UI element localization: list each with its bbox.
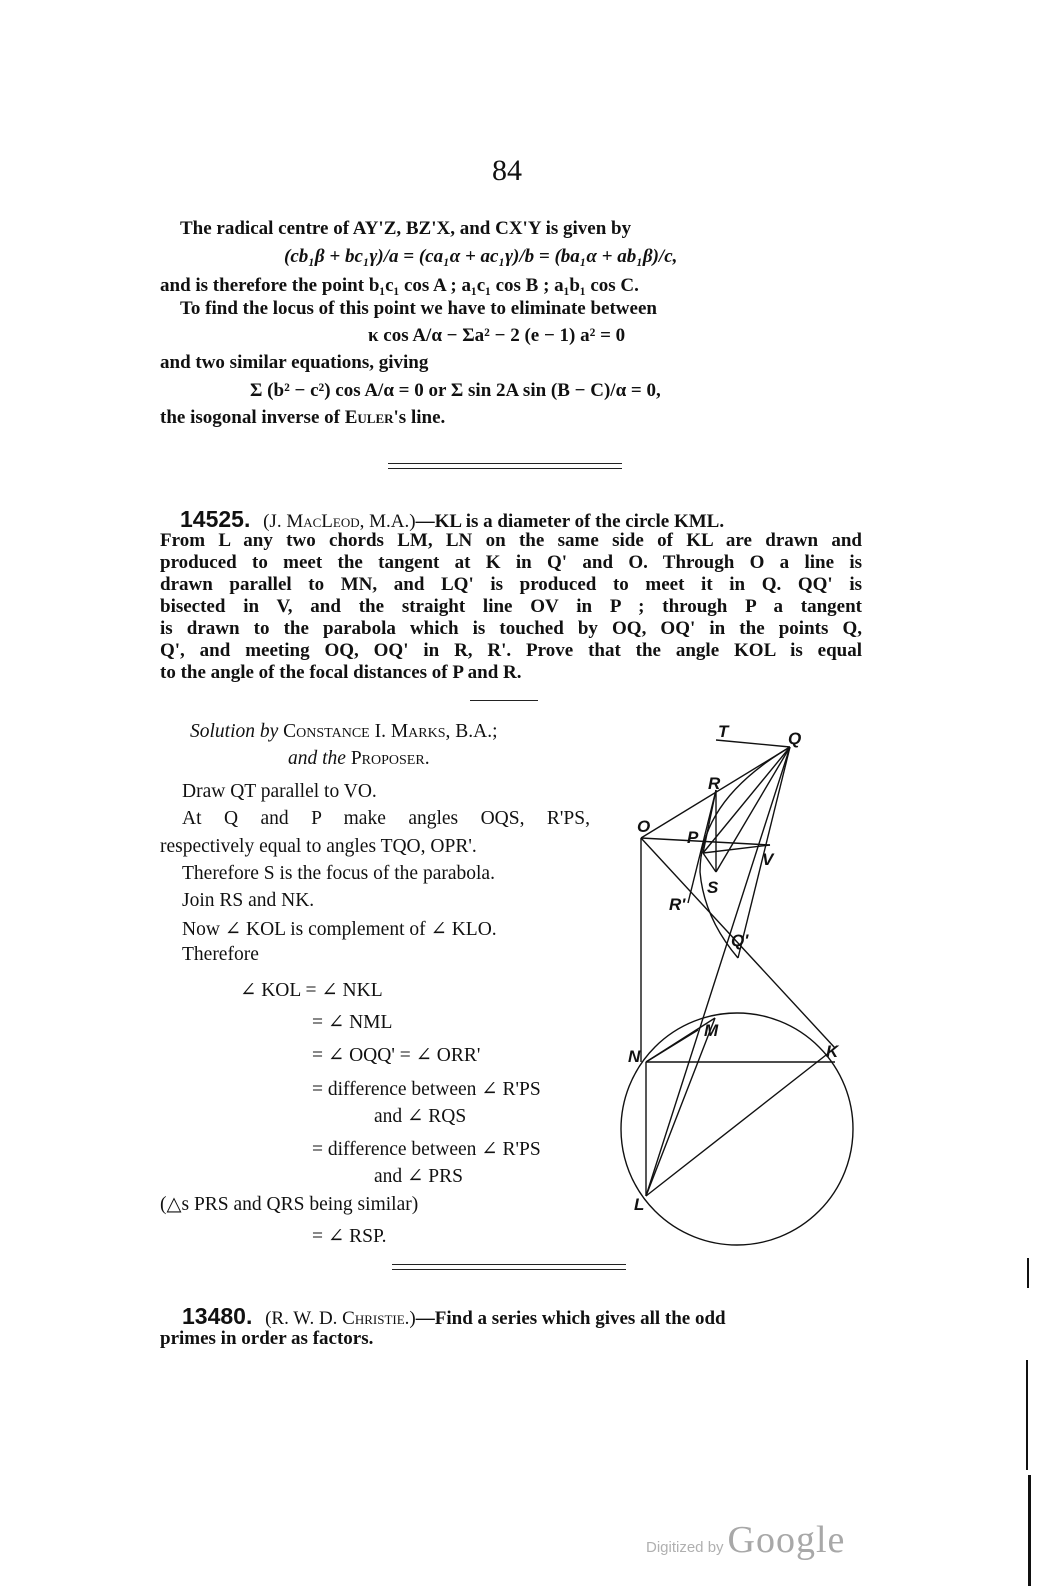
solution-step: Therefore S is the focus of the parabola. [182,863,495,884]
scan-edge-mark [1027,1258,1029,1288]
scan-edge-mark [1026,1360,1028,1470]
label-R: R [708,774,721,793]
problem-number: 13480. [182,1303,253,1329]
intro-line-1: The radical centre of AY'Z, BZ'X, and CX'Y is given by [180,218,632,239]
derivation-line: = difference between ∠ R'PS [312,1079,541,1100]
problem-text-line: drawn parallel to MN, and LQ' is produced to meet it in Q. QQ' is [160,574,862,595]
digitized-by-text: Digitized by [646,1539,724,1556]
problem-text-line: produced to meet the tangent at K in Q' and O. Through O a line is [160,552,862,573]
label-V: V [762,850,774,869]
label-Q-prime: Q' [731,931,749,950]
solution-step: respectively equal to angles TQO, OPR'. [160,836,477,857]
line-QL [646,747,790,1196]
label-R-prime: R' [669,895,686,914]
problem-text-line: bisected in V, and the straight line OV in P ; through P a tangent [160,596,862,617]
label-T: T [718,722,729,741]
page-number: 84 [492,154,522,187]
label-Q: Q [788,729,802,748]
intro-line-5-pre: the isogonal inverse of [160,407,345,428]
circle-KML [621,1013,853,1245]
equation-locus: Σ (b² − c²) cos A/α = 0 or Σ sin 2A sin (B − C)/α = 0, [250,380,661,401]
intro-line-4: and two similar equations, giving [160,352,429,373]
section-divider-bottom [392,1269,626,1270]
problem-text-line: is drawn to the parabola which is touched by OQ, OQ' in the points Q, [160,618,862,639]
solution-step: At Q and P make angles OQS, R'PS, [182,808,590,829]
equation-elimination: κ cos A/α − Σa² − 2 (e − 1) a² = 0 [368,325,626,346]
solution-step: Therefore [182,944,259,965]
derivation-line: = ∠ RSP. [312,1226,387,1247]
problem-author: (R. W. D. Christie.) [265,1308,416,1329]
label-K: K [826,1042,839,1061]
derivation-line: and ∠ RQS [374,1106,467,1127]
label-O: O [637,817,651,836]
problem-text-line: —KL is a diameter of the circle KML. [415,511,725,532]
solution-step: Draw QT parallel to VO. [182,781,377,802]
problem-text-line: From L any two chords LM, LN on the same side of KL are drawn and [160,530,862,551]
and-the: and the [288,748,346,769]
equation-radical-centre: (cb₁β + bc₁γ)/a = (ca₁α + ac₁γ)/b = (ba₁α + ab₁β)/c, [284,246,678,267]
label-P: P [687,828,699,847]
problem-text-line: primes in order as factors. [160,1328,374,1349]
label-N: N [628,1047,641,1066]
problem-text-line: to the angle of the focal distances of P and R. [160,662,522,683]
line-PV [703,845,770,853]
derivation-line: ∠ KOL = ∠ NKL [240,980,383,1001]
solution-by: Solution by [190,721,279,742]
problem-text-line: —Find a series which gives all the odd [415,1308,726,1329]
solution-step: Join RS and NK. [182,890,315,911]
label-L: L [634,1195,645,1214]
google-logo-text: Google [727,1519,846,1561]
intro-line-3: To find the locus of this point we have to eliminate between [180,298,657,319]
problem-author: (J. MacLeod, M.A.) [263,511,416,532]
scan-edge-mark [1028,1475,1031,1586]
line-PS [703,853,716,872]
derivation-line: = ∠ NML [312,1012,393,1033]
problem-text-line: Q', and meeting OQ, OQ' in R, R'. Prove that the angle KOL is equal [160,640,862,661]
label-S: S [707,878,719,897]
problem-number: 14525. [180,506,251,532]
line-QS [716,747,790,872]
solver-name: Constance I. Marks, B.A. [283,721,493,742]
section-divider-top [392,1264,626,1265]
derivation-line: = ∠ OQQ' = ∠ ORR' [312,1045,481,1066]
solution-sep: ; [492,721,498,742]
label-M: M [704,1021,719,1040]
digitized-watermark [646,1518,845,1562]
problem-13480-first-line [182,1305,726,1330]
derivation-line: = difference between ∠ R'PS [312,1139,541,1160]
intro-line-5-post: 's line. [393,407,446,428]
intro-line-2: and is therefore the point b₁c₁ cos A ; a₁c₁ cos B ; a₁b₁ cos C. [160,275,639,296]
solution-step: Now ∠ KOL is complement of ∠ KLO. [182,919,497,940]
line-QT [716,740,790,747]
derivation-line: and ∠ PRS [374,1166,463,1187]
euler-name: Euler [344,407,394,428]
proposer: Proposer. [350,748,430,769]
derivation-line: (△s PRS and QRS being similar) [160,1194,419,1215]
